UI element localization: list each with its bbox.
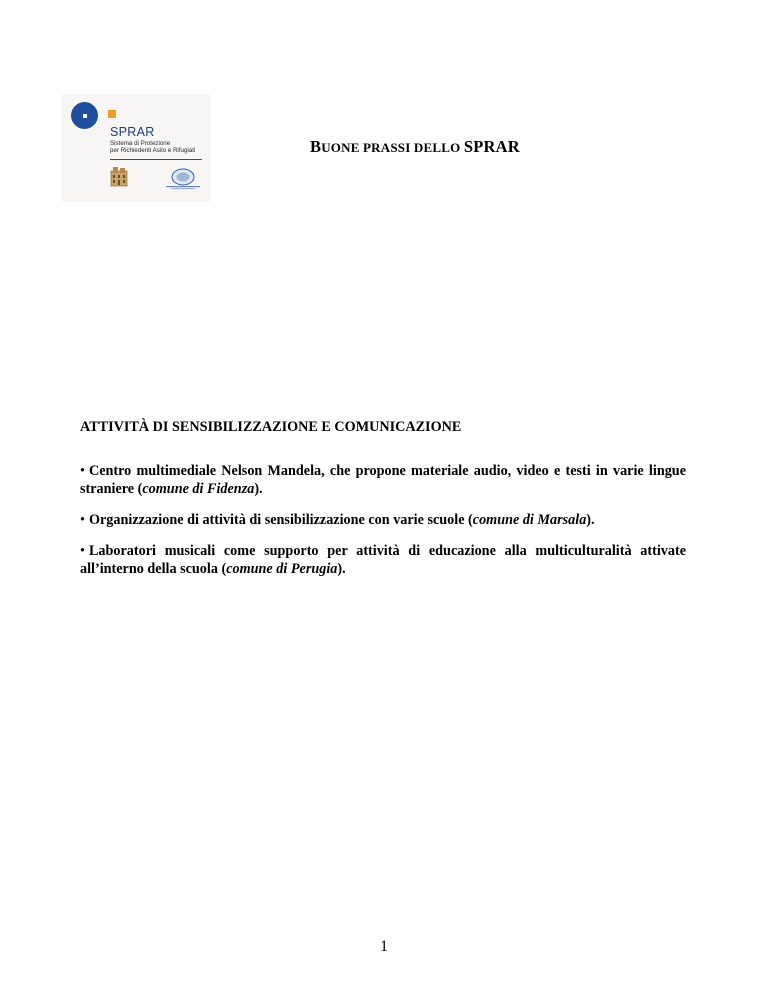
activities-list <box>80 462 686 591</box>
page-number: 1 <box>380 938 388 955</box>
logo-subtitle: Sistema di Protezione per Richiedenti Asilo e Rifugiati <box>110 140 196 155</box>
logo-orange-square <box>108 110 116 118</box>
bullet-icon: • <box>80 543 85 559</box>
sprar-logo <box>62 94 210 202</box>
list-item: • Laboratori musicali come supporto per attività di educazione alla multiculturalità attivate all’interno della scuola (comune di Perugia). <box>80 543 686 577</box>
logo-divider <box>110 159 202 160</box>
section-heading: ATTIVITÀ DI SENSIBILIZZAZIONE E COMUNICAZIONE <box>80 419 462 435</box>
logo-title: SPRAR <box>110 125 155 139</box>
ministry-seal-icon <box>162 168 204 190</box>
list-item: • Organizzazione di attività di sensibilizzazione con varie scuole (comune di Marsala). <box>80 512 595 528</box>
bullet-icon: • <box>80 463 85 479</box>
logo-circle-mark <box>71 102 98 129</box>
building-emblem-icon <box>110 165 128 187</box>
list-item: • Centro multimediale Nelson Mandela, che propone materiale audio, video e testi in varie lingue straniere (comune di Fidenza). <box>80 463 686 497</box>
bullet-icon: • <box>80 512 85 528</box>
document-title: BUONE PRASSI DELLO SPRAR <box>310 137 520 156</box>
